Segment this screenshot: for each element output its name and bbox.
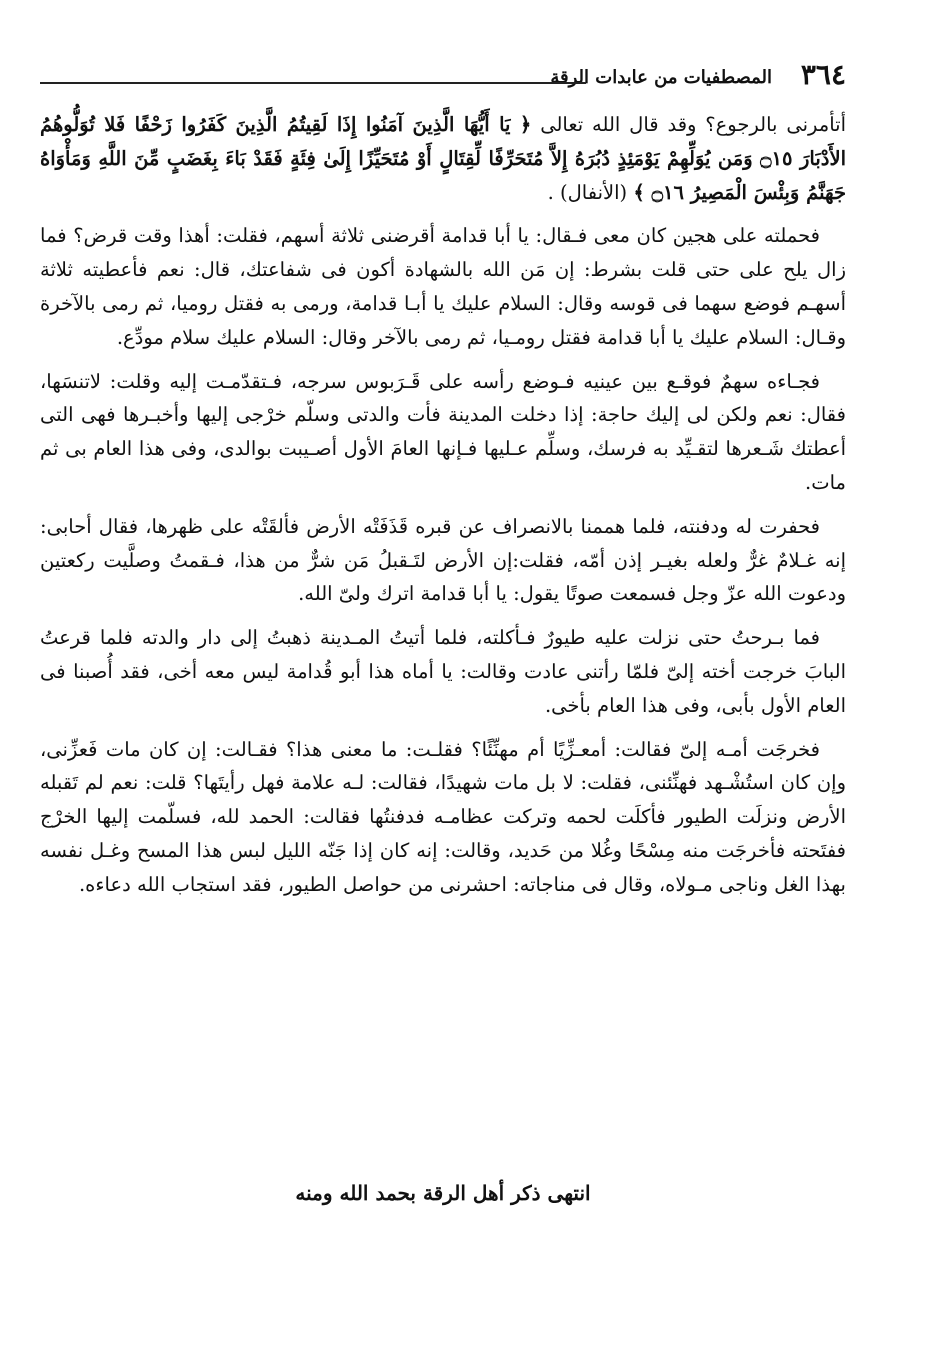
body-text (40, 108, 846, 912)
page-header (40, 58, 846, 98)
paragraph: فجـاءه سهمٌ فوقـع بين عينيه فـوضع رأسه على قَـرَبوس سرجه، فـتقدّمـت إليه وقلت: لاتنسَها، فقال: نعم ولكن لى إليك حاجة: إذا دخلت المدينة فأت والدتى وسلّم خرْجى إليها وأخبـرها فهى التى أعطتك شَـعرها لتقـيِّد به فرسك، وسلِّم عـليها فـإنها العامَ الأول أصـيبت بوالدى، وفى هذا العام بى ثم مات. (40, 369, 846, 494)
page-number: ٣٦٤ (800, 58, 846, 91)
paragraph: فحملته على هجين كان معى فـقال: يا أبا قدامة أقرضنى ثلاثة أسهم، فقلت: أهذا وقت قرض؟ فما زال يلح على حتى قلت بشرط: إن مَن الله بالشهادة أكون فى شفاعتك، قال: نعم فأعطيته ثلاثة أسهـم فوضع سهما فى قوسه وقال: السلام عليك يا أبـا قدامة، ورمى به فقتل روميا، ثم رمى بالآخرة وقـال: السلام عليك يا أبا قدامة فقتل رومـيا، ثم رمى بالآخر وقال: السلام عليك سلام مودِّع. (40, 224, 846, 349)
paragraph: فحفرت له ودفنته، فلما هممنا بالانصراف عن قبره قَذَفَتْه الأرض فألقَتْه على ظهرها، فقال أحابى: إنه غـلامٌ غرٌّ ولعله بغيـر إذن أمّه، فقلت:إن الأرض لتَـقبلُ مَن شرٌّ من هذا، فـقمتُ وصلَّيت ركعتين ودعوت الله عزّ وجل فسمعت صوتًا يقول: يا أبا قدامة اترك ولىّ الله. (40, 514, 846, 606)
quran-verse: ﴿ يَا أَيُّهَا الَّذِينَ آمَنُوا إِذَا لَقِيتُمُ الَّذِينَ كَفَرُوا زَحْفًا فَلا تُوَلُّوهُمُ الأَدْبَارَ ۝١٥ وَمَن يُوَلِّهِمْ يَوْمَئِذٍ دُبُرَهُ إِلاَّ مُتَحَرِّفًا لِّقِتَالٍ أَوْ مُتَحَيِّزًا إِلَىٰ فِئَةٍ فَقَدْ بَاءَ بِغَضَبٍ مِّنَ اللَّهِ وَمَأْوَاهُ جَهَنَّمُ وَبِئْسَ الْمَصِيرُ ۝١٦ ﴾ (40, 113, 846, 204)
paragraph: فخرجَت أمـه إلىّ فقالت: أمعـزِّيًا أم مهنِّئًا؟ فقلـت: ما معنى هذا؟ فقـالت: إن كان مات فَعزِّنى، وإن كان استُشْـهد فهنِّئنى، فقلت: لا بل مات شهيدًا، فقالت: لـه علامة فهل رأيتَها؟ قلت: نعم لم تَقبله الأرض ونزلَت الطيور فأكلَت لحمه وتركت عظامـه فدفنتُها فقالت: الحمد لله، فسلّمت إليها الخرْج ففتَحته فأخرجَت منه مِسْحًا وغُلا من حَديد، وقالت: إنه كان إذا جَنّه الليل لبس هذا المسح وغـل نفسه بهذا الغل وناجى مـولاه، وقال فى مناجاته: احشرنى من حواصل الطيور، فقد استجاب الله دعاءه. (40, 737, 847, 896)
quran-intro: أتأمرنى بالرجوع؟ وقد قال الله تعالى (540, 113, 847, 136)
running-title: المصطفيات من عابدات الرقة (550, 67, 772, 88)
paragraph-quran (40, 108, 846, 209)
header-rule (40, 82, 586, 84)
quran-source: (الأنفال) . (547, 180, 628, 204)
paragraph: فما بـرحتُ حتى نزلت عليه طيورٌ فـأكلته، فلما أتيتُ المـدينة ذهبتُ إلى دار والدته فلما قرعتُ البابَ خرجت أخته إلىّ فلمّا رأتنى عادت وقالت: يا أماه هذا أبو قُدامة ليس معه أخى، فقد أُصبنا فى العام الأول بأبى، وفى هذا العام بأخى. (40, 626, 846, 717)
closing-line: انتهى ذكر أهل الرقة بحمد الله ومنه (295, 1181, 591, 1205)
